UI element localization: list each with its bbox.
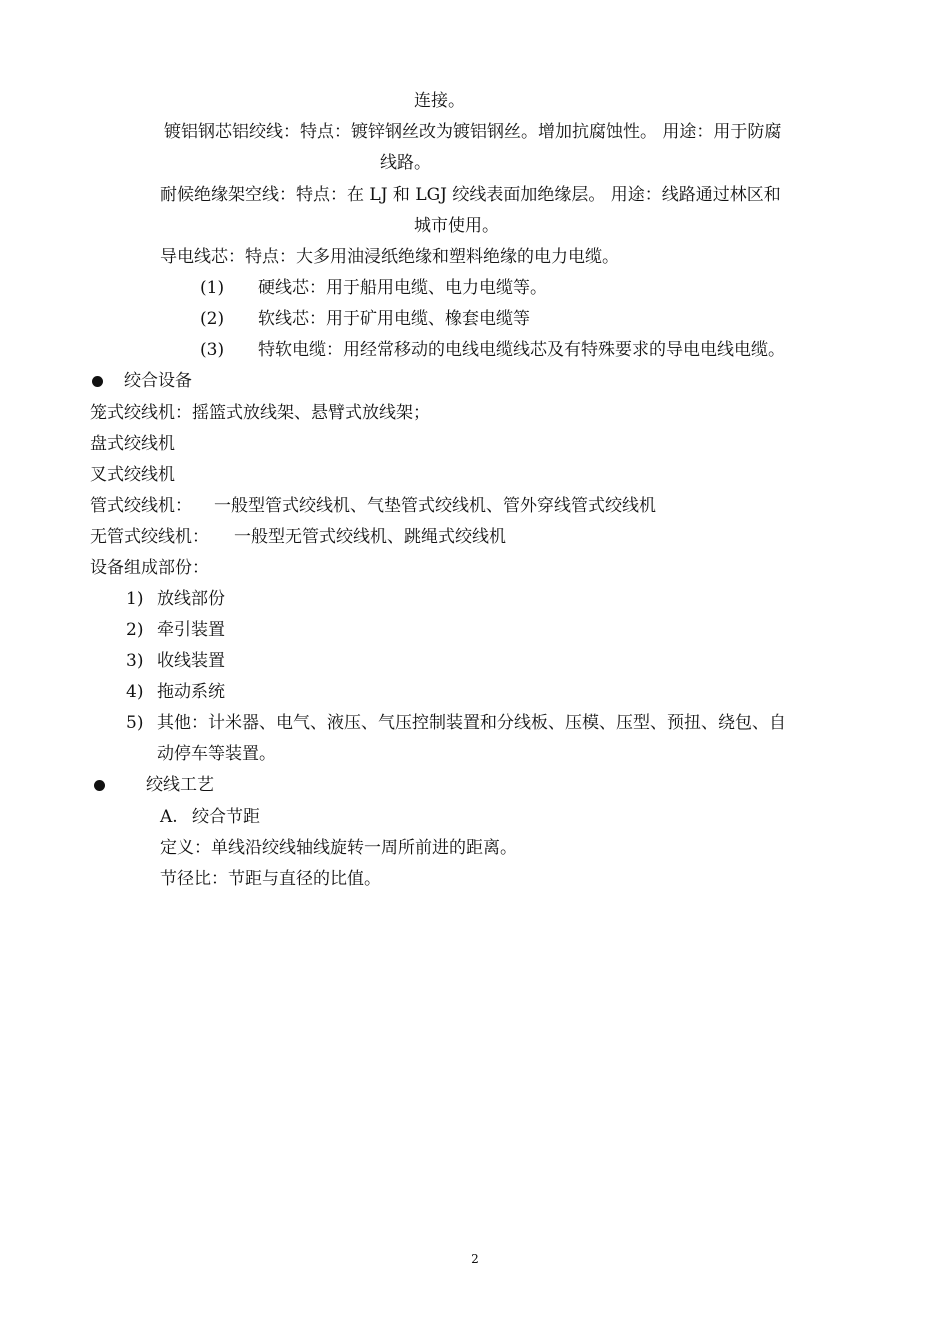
section-heading: 绞合设备: [124, 371, 192, 391]
text-line: 叉式绞线机: [90, 465, 175, 485]
text-line: 盘式绞线机: [90, 434, 175, 454]
list-item-text: 收线装置: [157, 651, 225, 671]
list-number: A.: [160, 807, 178, 827]
bullet-icon: [94, 780, 105, 791]
text-line: 定义：单线沿绞线轴线旋转一周所前进的距离。: [160, 838, 517, 858]
list-item-text: 动停车等装置。: [157, 744, 276, 764]
list-item-text: 硬线芯：用于船用电缆、电力电缆等。: [258, 278, 547, 298]
page-number: 2: [471, 1252, 479, 1266]
text-line: 连接。: [414, 91, 465, 111]
list-item-text: 牵引装置: [157, 620, 225, 640]
text-line: 一般型管式绞线机、气垫管式绞线机、管外穿线管式绞线机: [214, 496, 656, 516]
bullet-icon: [92, 376, 103, 387]
text-line: 节径比：节距与直径的比值。: [160, 869, 381, 889]
text-line: 城市使用。: [414, 216, 499, 236]
list-number: (2): [200, 309, 225, 329]
text-line-label: 管式绞线机：: [90, 496, 192, 516]
text-line: 设备组成部份：: [90, 558, 209, 578]
list-number: 5): [126, 713, 144, 733]
list-number: 4): [126, 682, 144, 702]
list-number: 2): [126, 620, 144, 640]
text-line: 导电线芯：特点：大多用油浸纸绝缘和塑料绝缘的电力电缆。: [160, 247, 619, 267]
text-line: 一般型无管式绞线机、跳绳式绞线机: [234, 527, 506, 547]
list-number: 1): [126, 589, 144, 609]
list-item-text: 特软电缆：用经常移动的电线电缆线芯及有特殊要求的导电电线电缆。: [258, 340, 785, 360]
text-line: 耐候绝缘架空线：特点：在 LJ 和 LGJ 绞线表面加绝缘层。 用途：线路通过林区和: [160, 185, 781, 205]
section-heading: 绞线工艺: [146, 775, 214, 795]
list-number: (3): [200, 340, 225, 360]
text-line: 镀铝钢芯铝绞线：特点：镀锌钢丝改为镀铝钢丝。增加抗腐蚀性。 用途：用于防腐: [164, 122, 782, 142]
text-line-label: 无管式绞线机：: [90, 527, 209, 547]
list-item-text: 拖动系统: [157, 682, 225, 702]
list-number: (1): [200, 278, 225, 298]
list-item-text: 其他：计米器、电气、液压、气压控制装置和分线板、压模、压型、预扭、绕包、自: [157, 713, 786, 733]
subsection-heading: 绞合节距: [192, 807, 260, 827]
list-item-text: 软线芯：用于矿用电缆、橡套电缆等: [258, 309, 530, 329]
list-number: 3): [126, 651, 144, 671]
text-line: 笼式绞线机：摇篮式放线架、悬臂式放线架；: [90, 403, 430, 423]
text-line: 线路。: [380, 153, 431, 173]
list-item-text: 放线部份: [157, 589, 225, 609]
